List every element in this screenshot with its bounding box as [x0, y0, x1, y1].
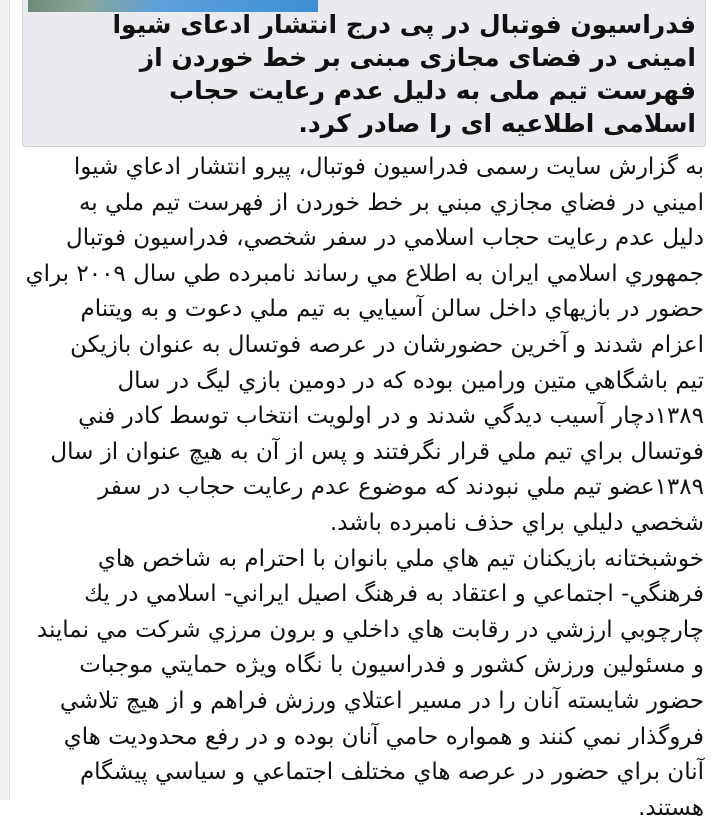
left-margin-strip	[0, 0, 10, 800]
headline	[112, 8, 696, 140]
headline-line: امینی در فضای مجازی مبنی بر خط خوردن از	[139, 43, 696, 72]
body-line: جمهوري اسلامي ايران به اطلاع مي رساند نامبرده طي سال ۲۰۰۹ براي	[25, 260, 704, 287]
body-line: تيم باشگاهي متين ورامين بوده که در دومين بازي ليگ در سال	[117, 367, 704, 394]
headline-line: فهرست تیم ملی به دلیل عدم رعایت حجاب	[169, 76, 696, 105]
body-line: اميني در فضاي مجازي مبني بر خط خوردن از فهرست تيم ملي به	[78, 189, 704, 216]
body-line: چارچوبي ارزشي در رقابت هاي داخلي و برون مرزي شرکت مي نمايند	[36, 616, 704, 643]
body-line: دليل عدم رعايت حجاب اسلامي در سفر شخصي، فدراسيون فوتبال	[66, 225, 704, 252]
body-line: ۱۳۸۹دچار آسيب ديدگي شدند و در اولويت انتخاب توسط کادر فني	[78, 403, 704, 430]
body-line: حضور شايسته آنان را در مسير اعتلاي ورزش فراهم و از هيچ تلاشي	[59, 687, 704, 714]
body-line: اعزام شدند و آخرين حضورشان در عرصه فوتسال به عنوان بازيکن	[70, 331, 704, 358]
body-line: خوشبختانه بازيکنان تيم هاي ملي بانوان با احترام به شاخص هاي	[97, 545, 704, 572]
body-line: فرهنگي- اجتماعي و اعتقاد به فرهنگ اصيل ايراني- اسلامي در يك	[84, 581, 704, 608]
headline-line: اسلامی اطلاعیه ای را صادر کرد.	[298, 109, 696, 138]
body-line: حضور در بازيهاي داخل سالن آسيايي به تيم ملي دعوت و به ويتنام	[80, 296, 704, 323]
body-line: فوتسال براي تيم ملي قرار نگرفتند و پس از آن به هيچ عنوان از سال	[50, 438, 704, 465]
body-line: فروگذار نمي کنند و همواره حامي آنان بوده و در رفع محدوديت هاي	[63, 723, 704, 750]
headline-line: فدراسیون فوتبال در پی درج انتشار ادعای شیوا	[112, 10, 696, 39]
body-line: آنان براي حضور در عرصه هاي مختلف اجتماعي و سياسي پيشگام	[79, 759, 704, 786]
body-line: و مسئولين ورزش کشور و فدراسيون با نگاه ويژه حمايتي موجبات	[79, 652, 704, 679]
body-line: شخصي دليلي براي حذف نامبرده باشد.	[329, 509, 704, 536]
body-line: به گزارش سایت رسمی فدراسیون فوتبال، پیرو انتشار ادعاي شیوا	[73, 154, 704, 180]
article-body	[10, 150, 704, 826]
body-line: ۱۳۸۹عضو تيم ملي نبودند که موضوع عدم رعايت حجاب در سفر	[98, 474, 704, 501]
body-line: هستند.	[638, 794, 704, 821]
